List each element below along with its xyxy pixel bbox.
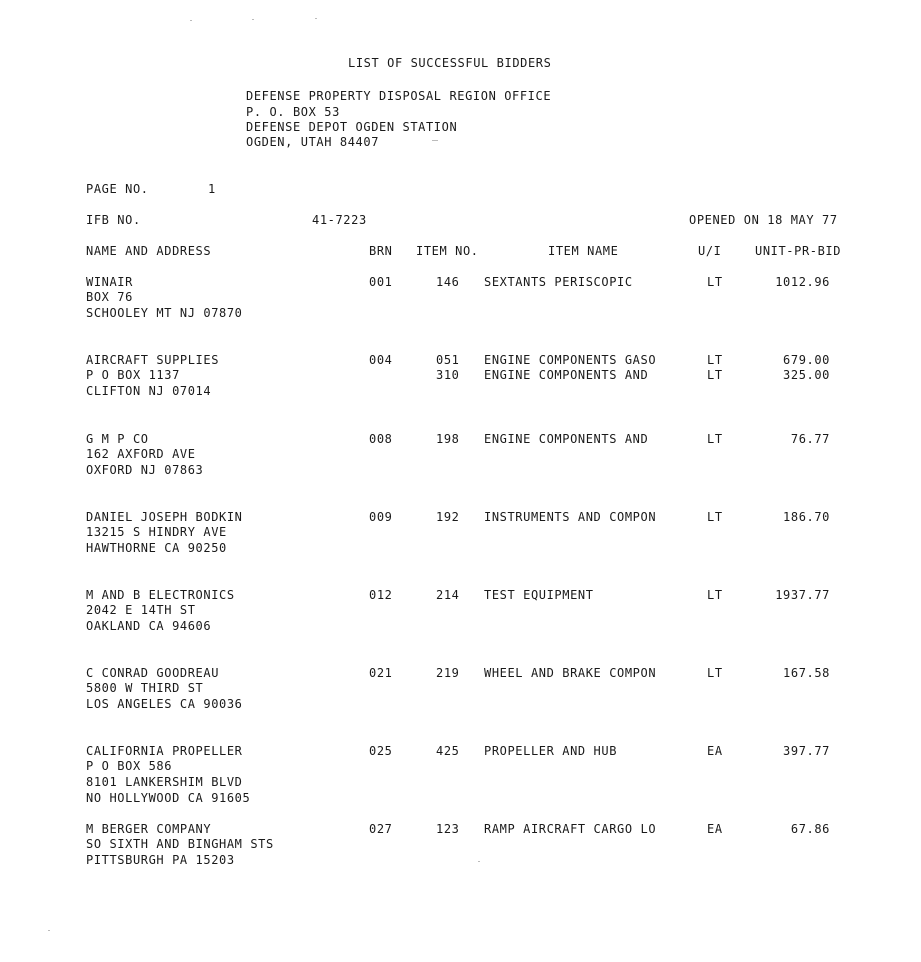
item-number: 310	[436, 368, 460, 382]
bidder-row	[0, 352, 921, 416]
bidder-brn: 012	[369, 588, 393, 602]
column-header-brn: BRN	[369, 244, 393, 258]
item-unit: LT	[707, 275, 723, 289]
scan-speck	[252, 19, 254, 20]
bidder-name: WINAIR	[86, 275, 133, 289]
bidder-address-line: CLIFTON NJ 07014	[86, 384, 212, 398]
scan-speck	[190, 20, 192, 21]
item-price: 186.70	[783, 510, 830, 524]
office-name: DEFENSE PROPERTY DISPOSAL REGION OFFICE	[246, 89, 552, 103]
item-unit: LT	[707, 368, 723, 382]
bidder-name: G M P CO	[86, 432, 149, 446]
ifb-label: IFB NO.	[86, 213, 141, 227]
bidder-address-line: P O BOX 1137	[86, 368, 180, 382]
item-price: 76.77	[790, 432, 830, 446]
opened-date: OPENED ON 18 MAY 77	[689, 213, 838, 227]
bidder-address-line: PITTSBURGH PA 15203	[86, 853, 235, 867]
item-name: TEST EQUIPMENT	[484, 588, 594, 602]
item-price: 1012.96	[775, 275, 830, 289]
bidder-row	[0, 743, 921, 813]
bidder-address-line: 162 AXFORD AVE	[86, 447, 196, 461]
bidder-address-line: P O BOX 586	[86, 759, 173, 773]
bidder-row	[0, 587, 921, 651]
bidder-name: M AND B ELECTRONICS	[86, 588, 235, 602]
column-header-item-name: ITEM NAME	[548, 244, 619, 258]
item-number: 146	[436, 275, 460, 289]
column-header-name: NAME AND ADDRESS	[86, 244, 212, 258]
bidder-name: M BERGER COMPANY	[86, 822, 212, 836]
column-header-ui: U/I	[698, 244, 722, 258]
bidder-brn: 027	[369, 822, 393, 836]
page-label: PAGE NO.	[86, 182, 149, 196]
bidder-row	[0, 665, 921, 729]
item-number: 198	[436, 432, 460, 446]
bidder-brn: 025	[369, 744, 393, 758]
item-price: 325.00	[783, 368, 830, 382]
item-number: 123	[436, 822, 460, 836]
item-unit: LT	[707, 666, 723, 680]
item-number: 192	[436, 510, 460, 524]
item-unit: LT	[707, 353, 723, 367]
item-unit: LT	[707, 432, 723, 446]
item-number: 425	[436, 744, 460, 758]
bidder-address-line: HAWTHORNE CA 90250	[86, 541, 227, 555]
item-name: ENGINE COMPONENTS GASO	[484, 353, 657, 367]
bidder-name: DANIEL JOSEPH BODKIN	[86, 510, 243, 524]
item-unit: LT	[707, 510, 723, 524]
page-number: 1	[208, 182, 216, 196]
ifb-number: 41-7223	[312, 213, 367, 227]
bidder-name: C CONRAD GOODREAU	[86, 666, 220, 680]
item-price: 679.00	[783, 353, 830, 367]
office-city: OGDEN, UTAH 84407	[246, 135, 380, 149]
document-title: LIST OF SUCCESSFUL BIDDERS	[348, 56, 552, 70]
bidder-brn: 008	[369, 432, 393, 446]
bidder-address-line: 5800 W THIRD ST	[86, 681, 204, 695]
bidder-address-line: OXFORD NJ 07863	[86, 463, 204, 477]
bidder-address-line: SO SIXTH AND BINGHAM STS	[86, 837, 274, 851]
scan-speck	[315, 18, 317, 19]
item-name: PROPELLER AND HUB	[484, 744, 618, 758]
item-number: 219	[436, 666, 460, 680]
office-station: DEFENSE DEPOT OGDEN STATION	[246, 120, 458, 134]
item-price: 397.77	[783, 744, 830, 758]
bidder-brn: 009	[369, 510, 393, 524]
bidder-address-line: 13215 S HINDRY AVE	[86, 525, 227, 539]
item-unit: EA	[707, 822, 723, 836]
bidder-name: AIRCRAFT SUPPLIES	[86, 353, 220, 367]
bidder-brn: 001	[369, 275, 393, 289]
bidder-row	[0, 509, 921, 573]
item-name: ENGINE COMPONENTS AND	[484, 432, 649, 446]
column-header-price: UNIT-PR-BID	[755, 244, 842, 258]
item-number: 214	[436, 588, 460, 602]
item-price: 1937.77	[775, 588, 830, 602]
item-unit: EA	[707, 744, 723, 758]
bidder-row	[0, 431, 921, 495]
bidder-address-line: BOX 76	[86, 290, 133, 304]
scan-speck	[478, 861, 480, 862]
item-name: WHEEL AND BRAKE COMPON	[484, 666, 657, 680]
bidder-row	[0, 274, 921, 338]
item-name: ENGINE COMPONENTS AND	[484, 368, 649, 382]
scan-speck	[432, 140, 438, 141]
bidder-brn: 004	[369, 353, 393, 367]
item-number: 051	[436, 353, 460, 367]
bidder-name: CALIFORNIA PROPELLER	[86, 744, 243, 758]
column-header-item-no: ITEM NO.	[416, 244, 479, 258]
bidder-row	[0, 821, 921, 885]
item-name: RAMP AIRCRAFT CARGO LO	[484, 822, 657, 836]
item-price: 167.58	[783, 666, 830, 680]
bidder-address-line: LOS ANGELES CA 90036	[86, 697, 243, 711]
scan-speck	[48, 930, 50, 931]
bidder-address-line: OAKLAND CA 94606	[86, 619, 212, 633]
bidder-address-line: 2042 E 14TH ST	[86, 603, 196, 617]
item-price: 67.86	[790, 822, 830, 836]
office-po-box: P. O. BOX 53	[246, 105, 340, 119]
bidder-address-line: NO HOLLYWOOD CA 91605	[86, 791, 251, 805]
bidder-address-line: SCHOOLEY MT NJ 07870	[86, 306, 243, 320]
bidder-address-line: 8101 LANKERSHIM BLVD	[86, 775, 243, 789]
bidder-brn: 021	[369, 666, 393, 680]
item-name: INSTRUMENTS AND COMPON	[484, 510, 657, 524]
item-unit: LT	[707, 588, 723, 602]
item-name: SEXTANTS PERISCOPIC	[484, 275, 633, 289]
